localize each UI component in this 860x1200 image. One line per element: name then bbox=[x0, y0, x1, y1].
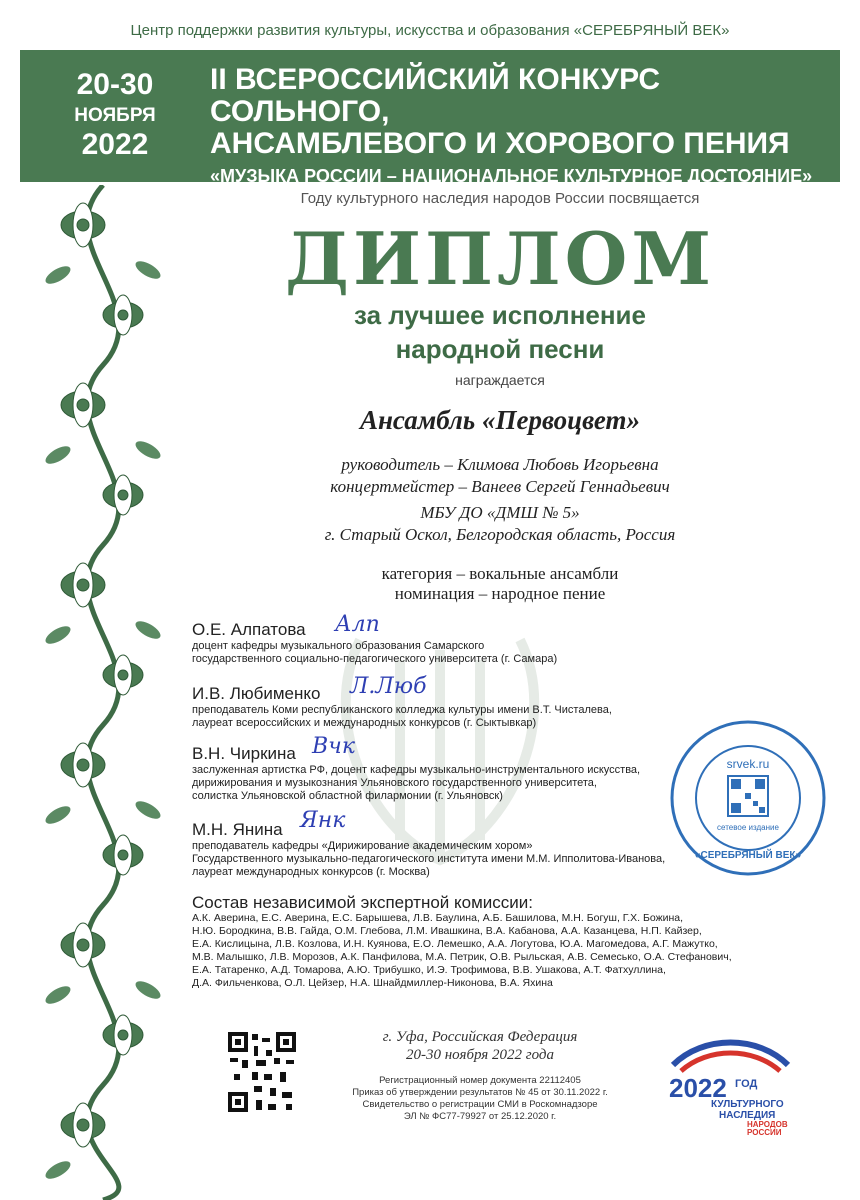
juror-desc-line: преподаватель кафедры «Дирижирование академическим хором» bbox=[192, 840, 533, 852]
juror-desc-line: лауреат международных конкурсов (г. Москва) bbox=[192, 866, 430, 878]
commission-line: Д.А. Фильченкова, О.Л. Цейзер, Н.А. Шнайдмиллер-Никонова, В.А. Яхина bbox=[192, 977, 553, 989]
reg-order: Приказ об утверждении результатов № 45 от 30.11.2022 г. bbox=[352, 1087, 608, 1098]
signature-1: Алп bbox=[335, 612, 380, 637]
stamp-edition: сетевое издание bbox=[717, 823, 779, 832]
logo-year: 2022 bbox=[669, 1073, 727, 1103]
stamp-name: «СЕРЕБРЯНЫЙ ВЕК» bbox=[694, 850, 802, 861]
event-dates bbox=[60, 68, 170, 163]
nomination-line: номинация – народное пение bbox=[394, 584, 606, 603]
header-banner bbox=[20, 50, 840, 186]
juror-name: М.Н. Янина bbox=[192, 820, 283, 839]
category-block bbox=[180, 564, 820, 604]
juror-1 bbox=[192, 620, 692, 666]
reg-certificate: Свидетельство о регистрации СМИ в Роскомнадзоре bbox=[362, 1099, 598, 1110]
juror-desc-line: дирижирования и музыкознания Ульяновского государственного университета, bbox=[192, 777, 597, 789]
stamp-site: srvek.ru bbox=[726, 757, 770, 771]
floral-ornament bbox=[28, 185, 178, 1200]
juror-desc-line: доцент кафедры музыкального образования Самарского bbox=[192, 640, 485, 652]
juror-3 bbox=[192, 744, 692, 803]
juror-desc-line: заслуженная артистка РФ, доцент кафедры музыкально-инструментального искусства, bbox=[192, 764, 641, 776]
juror-name: О.Е. Алпатова bbox=[192, 620, 306, 639]
school-name: МБУ ДО «ДМШ № 5» bbox=[420, 503, 580, 522]
award-title bbox=[180, 298, 820, 366]
logo-heritage: НАСЛЕДИЯ bbox=[719, 1110, 776, 1121]
logo-god: ГОД bbox=[735, 1078, 758, 1090]
award-line-1: за лучшее исполнение bbox=[353, 300, 647, 330]
juror-desc-line: Государственного музыкально-педагогического института имени М.М. Ипполитова-Иванова, bbox=[192, 853, 666, 865]
award-line-2: народной песни bbox=[395, 334, 605, 364]
accompanist-line: концертмейстер – Ванеев Сергей Геннадьевич bbox=[330, 477, 670, 496]
stamp-qr-icon bbox=[728, 776, 768, 816]
footer-dates: 20-30 ноября 2022 года bbox=[405, 1047, 555, 1063]
logo-russia: РОССИИ bbox=[747, 1128, 782, 1135]
commission-line: М.В. Малышко, Л.В. Морозов, А.К. Панфилова, М.А. Петрик, О.В. Рыльская, А.В. Семесько, О.А. Стефанович, bbox=[192, 951, 732, 963]
juror-desc-line: преподаватель Коми республиканского колледжа культуры имени В.Т. Чисталева, bbox=[192, 704, 612, 716]
commission-line: Н.Ю. Бородкина, В.В. Гайда, О.М. Глебова, Л.М. Ивашкина, В.А. Кабанова, А.А. Казанцева, Н.П. Кайзер, bbox=[192, 925, 702, 937]
awarded-label: награждается bbox=[455, 372, 545, 388]
signature-3: Вчк bbox=[312, 734, 355, 759]
qr-code bbox=[226, 1030, 298, 1114]
reg-license: ЭЛ № ФС77-79927 от 25.12.2020 г. bbox=[403, 1111, 557, 1122]
dedication-line: Году культурного наследия народов России посвящается bbox=[300, 190, 700, 207]
juror-desc-line: государственного социально-педагогического университета (г. Самара) bbox=[192, 653, 558, 665]
juror-desc-line: лауреат всероссийских и международных конкурсов (г. Сыктывкар) bbox=[192, 717, 537, 729]
title-line-3: «МУЗЫКА РОССИИ – НАЦИОНАЛЬНОЕ КУЛЬТУРНОЕ ДОСТОЯНИЕ» bbox=[210, 166, 813, 186]
date-days: 20-30 bbox=[76, 68, 154, 101]
juror-name: В.Н. Чиркина bbox=[192, 744, 296, 763]
commission-line: Е.А. Кислицына, Л.В. Козлова, И.Н. Куянова, Е.О. Лемешко, А.А. Логутова, Ю.А. Магомедова, А.Г. Мажутко, bbox=[192, 938, 718, 950]
commission-title: Состав независимой экспертной комиссии: bbox=[192, 893, 534, 912]
footer-city: г. Уфа, Российская Федерация bbox=[382, 1029, 578, 1045]
reg-number: Регистрационный номер документа 22112405 bbox=[379, 1075, 581, 1086]
signature-2: Л.Люб bbox=[350, 674, 427, 699]
commission-line: Е.А. Татаренко, А.Д. Томарова, А.Ю. Трибушко, И.Э. Трофимова, В.В. Ушакова, А.Т. Фатхуллина, bbox=[192, 964, 666, 976]
title-line-1: II ВСЕРОССИЙСКИЙ КОНКУРС СОЛЬНОГО, bbox=[210, 63, 660, 128]
organizer-line: Центр поддержки развития культуры, искусства и образования «СЕРЕБРЯНЫЙ ВЕК» bbox=[130, 22, 730, 39]
juror-4 bbox=[192, 820, 692, 879]
category-line: категория – вокальные ансамбли bbox=[381, 564, 619, 583]
registration-info bbox=[310, 1075, 650, 1123]
heritage-year-logo bbox=[663, 1025, 798, 1135]
school-location: г. Старый Оскол, Белгородская область, Россия bbox=[324, 525, 676, 544]
recipient-school bbox=[160, 502, 840, 546]
recipient-name: Ансамбль «Первоцвет» bbox=[359, 405, 641, 435]
date-month: НОЯБРЯ bbox=[74, 104, 156, 126]
recipient-staff bbox=[160, 454, 840, 498]
commission-line: А.К. Аверина, Е.С. Аверина, Е.С. Барышева, Л.В. Баулина, А.Б. Башилова, М.Н. Богуш, Г.Х. Божина, bbox=[192, 912, 684, 924]
juror-2 bbox=[192, 684, 692, 730]
logo-peoples: НАРОДОВ bbox=[747, 1120, 788, 1129]
diploma-heading: ДИПЛОМ bbox=[284, 216, 716, 301]
juror-name: И.В. Любименко bbox=[192, 684, 321, 703]
commission-list bbox=[192, 912, 792, 990]
logo-culture: КУЛЬТУРНОГО bbox=[711, 1099, 784, 1110]
footer-place-date bbox=[310, 1028, 650, 1064]
signature-4: Янк bbox=[300, 808, 346, 833]
title-line-2: АНСАМБЛЕВОГО И ХОРОВОГО ПЕНИЯ bbox=[210, 127, 790, 160]
publisher-stamp bbox=[668, 718, 828, 878]
date-year: 2022 bbox=[81, 128, 149, 162]
leader-line: руководитель – Климова Любовь Игорьевна bbox=[341, 455, 659, 474]
competition-title bbox=[210, 64, 830, 187]
juror-desc-line: солистка Ульяновской областной филармонии (г. Ульяновск) bbox=[192, 790, 503, 802]
